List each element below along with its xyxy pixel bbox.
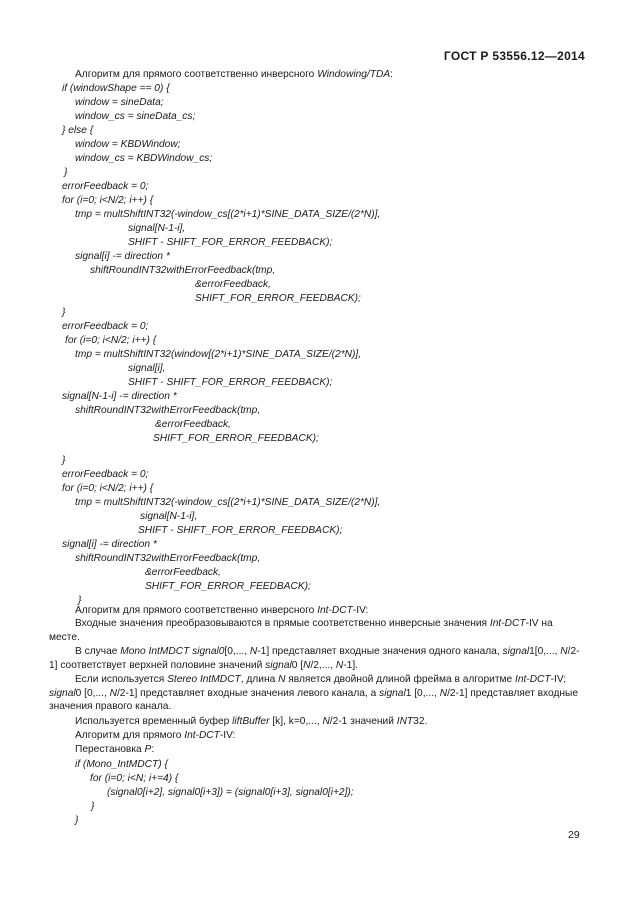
p2-suffix: -IV на месте. [49, 618, 553, 643]
p5-seg: /2-1 значений [329, 716, 397, 727]
p7-seg: P [144, 744, 152, 755]
code-line: tmp = multShiftINT32(-window_cs[(2*i+1)*SINE_DATA_SIZE/(2*N)], [75, 497, 381, 508]
code-line: for (i=0; i<N/2; i++) { [62, 483, 154, 494]
p6-seg: -IV: [219, 730, 236, 741]
p5-seg: [k], k=0,..., [269, 716, 323, 727]
code-line: SHIFT_FOR_ERROR_FEEDBACK); [153, 433, 319, 444]
p7-seg: Перестановка [75, 744, 145, 755]
intro-term: Windowing/TDA [317, 69, 391, 80]
code-line: shiftRoundINT32withErrorFeedback(tmp, [90, 265, 276, 276]
p3-seg: [0,..., [224, 646, 250, 657]
page-number: 29 [568, 829, 580, 841]
code-line: errorFeedback = 0; [62, 321, 149, 332]
p4-seg: signal [49, 687, 76, 699]
code-line: signal[N-1-i] -= direction * [62, 391, 177, 402]
p5-seg: 32. [413, 716, 428, 727]
p6-seg: Int-DCT [184, 730, 220, 741]
intro-text: Алгоритм для прямого соответственно инверсного [75, 69, 318, 80]
code-line: errorFeedback = 0; [62, 469, 149, 480]
p4-seg: Если используется [75, 674, 168, 685]
p4-seg: signal [379, 687, 406, 699]
lift-buffer-paragraph [62, 715, 582, 729]
code-line: if (Mono_IntMDCT) { [75, 759, 168, 770]
code-line: } [78, 595, 82, 606]
code-line: for (i=0; i<N/2; i++) { [65, 335, 157, 346]
p2-term: Int-DCT [489, 618, 526, 629]
p3-seg: /2-1] соответствует верхней половине значений [49, 646, 580, 671]
code-line: window_cs = sineData_cs; [75, 111, 196, 122]
code-line: SHIFT - SHIFT_FOR_ERROR_FEEDBACK); [128, 237, 333, 248]
code-line: } [62, 455, 66, 466]
permutation-paragraph [62, 743, 582, 757]
p1-text: Алгоритм для прямого соответственно инверсного [75, 605, 318, 616]
code-line: SHIFT - SHIFT_FOR_ERROR_FEEDBACK); [138, 525, 343, 536]
p4-seg: 1 [0,..., [405, 687, 440, 699]
p3-seg: /2,..., [310, 659, 336, 671]
p4-seg: N [278, 674, 286, 685]
p3-seg: signal [502, 646, 530, 657]
p3-seg: N [560, 646, 568, 657]
code-line: } else { [62, 125, 94, 136]
input-values-paragraph [49, 617, 584, 644]
code-line: window_cs = KBDWindow_cs; [75, 153, 213, 164]
p3-seg: -1] представляет входные значения одного канала, [257, 646, 503, 657]
windowing-intro-paragraph [75, 68, 393, 81]
code-line: } [64, 167, 68, 178]
code-line: shiftRoundINT32withErrorFeedback(tmp, [75, 405, 261, 416]
code-line: signal[N-1-i], [128, 223, 186, 234]
code-line: (signal0[i+2], signal0[i+3]) = (signal0[i+3], signal0[i+2]); [107, 787, 354, 798]
code-line: } [91, 801, 95, 812]
code-line: SHIFT - SHIFT_FOR_ERROR_FEEDBACK); [128, 377, 333, 388]
forward-intdct-paragraph [62, 729, 582, 743]
p5-seg: INT [396, 716, 414, 727]
code-line: errorFeedback = 0; [62, 181, 149, 192]
p5-seg: liftBuffer [232, 716, 270, 727]
intdct-intro-paragraph [62, 604, 582, 618]
p1-suffix: -IV: [352, 605, 369, 616]
code-line: &errorFeedback, [145, 567, 221, 578]
p1-term: Int-DCT [317, 605, 353, 616]
p3-seg: 1[0,..., [529, 646, 561, 657]
code-line: &errorFeedback, [155, 419, 231, 430]
code-line: signal[i], [128, 363, 166, 374]
code-line: tmp = multShiftINT32(window[(2*i+1)*SINE_DATA_SIZE/(2*N)], [75, 349, 362, 360]
code-line: if (windowShape == 0) { [62, 83, 170, 94]
code-line: signal[N-1-i], [140, 511, 198, 522]
p3-seg: В случае [75, 646, 121, 657]
document-header-standard-id: ГОСТ Р 53556.12—2014 [443, 49, 585, 63]
code-line: signal[i] -= direction * [62, 539, 157, 550]
p3-seg: N [249, 646, 258, 657]
code-line: signal[i] -= direction * [75, 251, 170, 262]
code-line: SHIFT_FOR_ERROR_FEEDBACK); [195, 293, 361, 304]
code-line: for (i=0; i<N; i+=4) { [90, 773, 179, 784]
stereo-intmdct-paragraph [49, 673, 584, 714]
p2-text: Входные значения преобразовываются в прямые соответственно инверсные значения [75, 618, 490, 629]
p4-seg: 0 [0,..., [75, 687, 110, 699]
code-line: shiftRoundINT32withErrorFeedback(tmp, [75, 553, 261, 564]
p5-seg: N [322, 716, 330, 727]
p3-seg: signal [265, 659, 292, 671]
p3-seg: 0 [ [291, 659, 304, 671]
code-line: window = sineData; [75, 97, 164, 108]
p4-seg: /2-1] представляет входные значения правого канала. [49, 687, 579, 713]
p4-seg: Int-DCT [514, 674, 551, 685]
p4-seg: -IV; [550, 674, 567, 685]
code-line: tmp = multShiftINT32(-window_cs[(2*i+1)*SINE_DATA_SIZE/(2*N)], [75, 209, 381, 220]
code-line: &errorFeedback, [195, 279, 271, 290]
p4-seg: /2-1] представляет входные значения левого канала, а [116, 687, 380, 699]
p3-seg: N [335, 659, 344, 671]
code-line: SHIFT_FOR_ERROR_FEEDBACK); [145, 581, 311, 592]
code-line: window = KBDWindow; [75, 139, 181, 150]
intro-colon: : [390, 69, 393, 80]
p4-seg: N [439, 687, 448, 699]
p6-seg: Алгоритм для прямого [75, 730, 185, 741]
p3-seg: N [303, 659, 311, 671]
p4-seg: Stereo IntMDCT [167, 674, 241, 685]
p5-seg: Используется временный буфер [75, 716, 233, 727]
p3-seg: Mono IntMDCT signal0 [120, 646, 225, 657]
p4-seg: является двойной длиной фрейма в алгоритме [285, 674, 515, 685]
p4-seg: N [109, 687, 117, 699]
p3-seg: -1]. [343, 659, 359, 671]
p7-seg: : [151, 744, 155, 755]
code-line: } [62, 307, 66, 318]
p4-seg: , длина [240, 674, 279, 685]
mono-intmdct-paragraph [49, 645, 584, 672]
code-line: } [75, 815, 79, 826]
code-line: for (i=0; i<N/2; i++) { [62, 195, 154, 206]
